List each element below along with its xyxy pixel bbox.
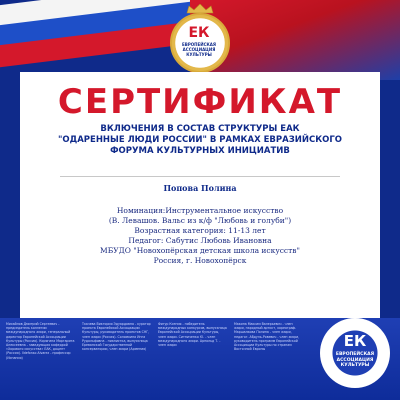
seal-label-line: ЕВРОПЕЙСКАЯ xyxy=(335,352,375,357)
subtitle-line: "ОДАРЕННЫЕ ЛЮДИ РОССИИ" В РАМКАХ ЕВРАЗИЙСКОГО xyxy=(57,135,343,145)
detail-line: Номинация:Инструментальное искусство xyxy=(116,206,284,215)
emblem-label xyxy=(178,42,220,57)
certificate-details xyxy=(40,206,360,266)
subtitle-line: ВКЛЮЧЕНИЯ В СОСТАВ СТРУКТУРЫ ЕАК xyxy=(100,124,300,134)
emblem-label-line: КУЛЬТУРЫ xyxy=(186,52,212,57)
detail-line: Педагог: Сабутис Любовь Ивановна xyxy=(128,236,272,245)
detail-line: Россия, г. Новохопёрск xyxy=(153,256,247,265)
association-seal xyxy=(320,318,390,388)
certificate-panel xyxy=(20,72,380,318)
seal-label xyxy=(334,352,376,369)
emblem-logo: ЕК xyxy=(188,25,210,41)
seal-label-line: АССОЦИАЦИЯ xyxy=(336,357,374,363)
jury-column: Фигур Ксения - победитель международных конкурсов, выпускница Европейской Ассоциации Культуры, член жюри. Ситниченко Ю. - член международного жюри. Арнольд Т. - член жюри xyxy=(158,322,227,348)
emblem-label-line: ЕВРОПЕЙСКАЯ xyxy=(182,42,216,47)
jury-column: Ткачева Виктория Эдуардовна - куратор проекта Европейской Ассоциации Культуры, руководитель проектов СНГ, член жюри (Россия). Соломкина Инга Рудольфовна - пианистка, выпускница Ереванской Государственной консерватории, член жюри (Армения) xyxy=(82,322,151,352)
detail-line: МБУДО "Новохопёрская детская школа искусств" xyxy=(100,246,300,255)
jury-column: Михайлов Дмитрий Сергеевич - председатель коллегии международного жюри, генеральный директор Европейской Ассоциации Культуры (Россия). Корягина Маргарита Алексеевна - заведующая кафедрой «Хорового искусства» ЕАК, доцент (Россия). Ildefonso Alvarez - профессор (Испания) xyxy=(6,322,75,360)
emblem-label-line: АССОЦИАЦИЯ xyxy=(182,47,216,52)
detail-line: Возрастная категория: 11-13 лет xyxy=(134,226,266,235)
divider xyxy=(60,176,340,177)
certificate-subtitle xyxy=(40,124,360,157)
seal-label-line: КУЛЬТУРЫ xyxy=(340,363,370,368)
certificate-title: СЕРТИФИКАТ xyxy=(57,82,343,122)
subtitle-line: ФОРУМА КУЛЬТУРНЫХ ИНИЦИАТИВ xyxy=(110,146,290,156)
recipient-name: Попова Полина xyxy=(163,183,237,193)
association-emblem xyxy=(160,4,240,76)
jury-column: Макина Максим Валерьевич - член жюри, народный артист, хореограф. Маршалкова Полина - член жюри, педагог. Абдуль-Ровевич - член жюри, руководитель программ Европейской Ассоциации Культуры по странам Восточной Европы xyxy=(234,322,300,352)
seal-logo: ЕК xyxy=(343,332,367,350)
detail-line: (В. Левашов. Вальс из к/ф "Любовь и голуби") xyxy=(108,216,292,225)
